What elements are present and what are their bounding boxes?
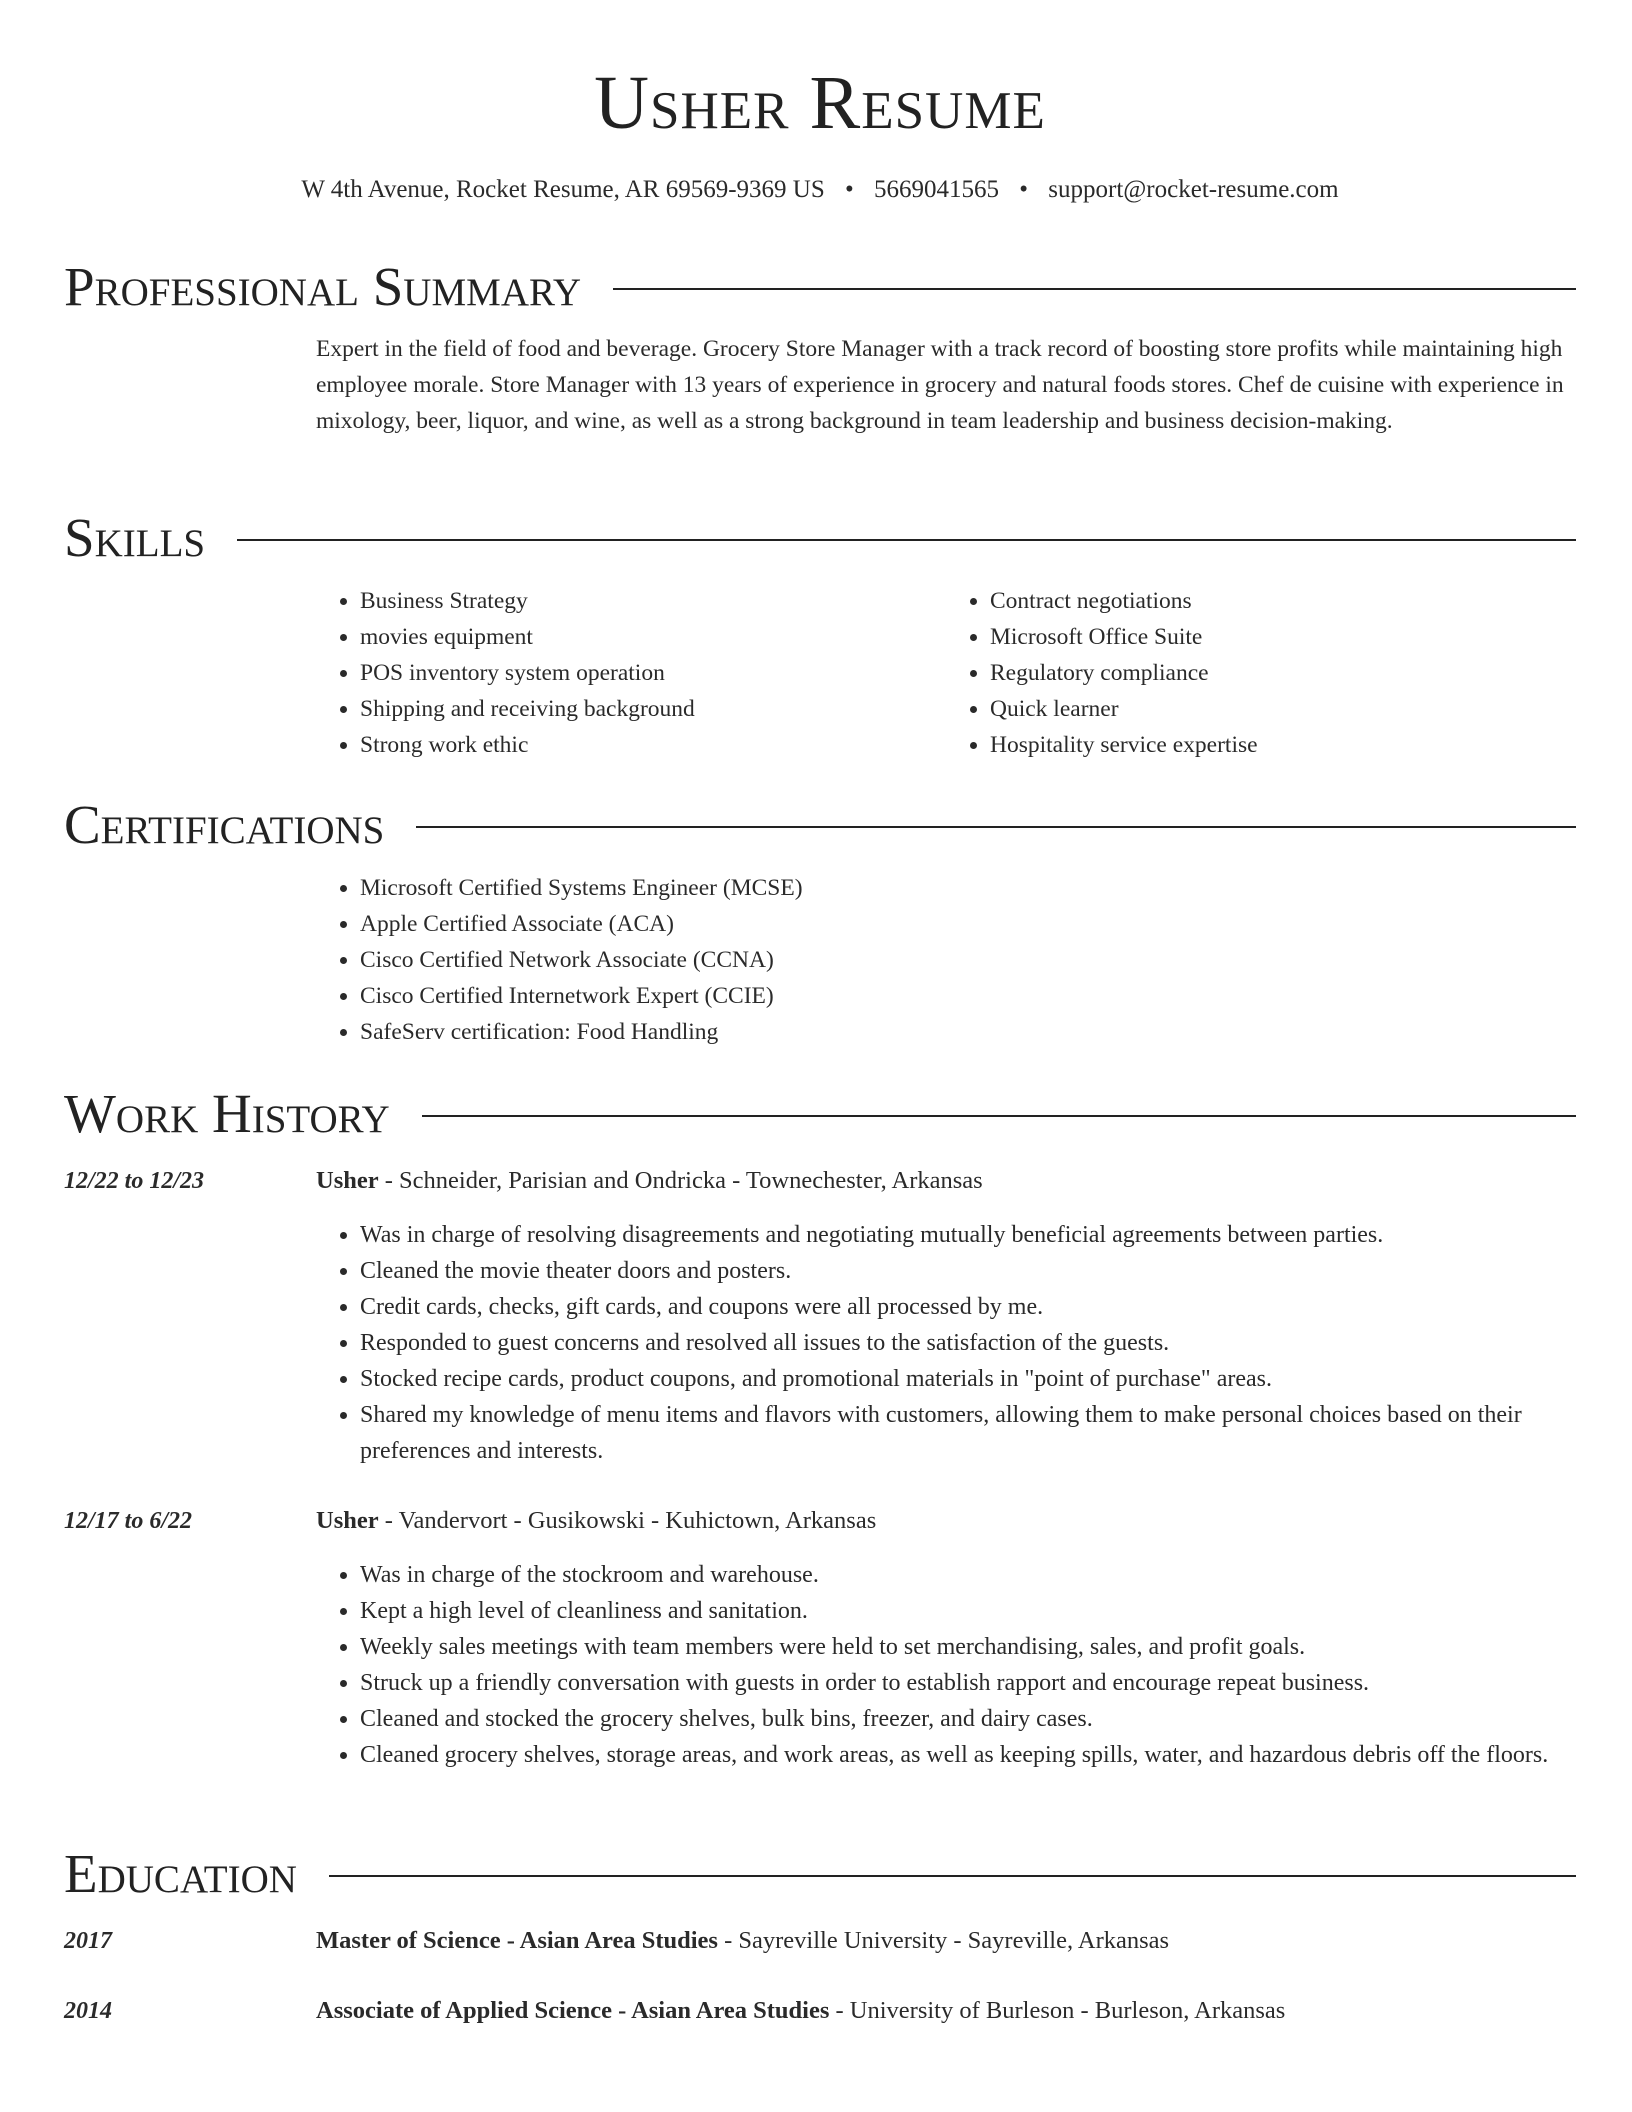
summary-section — [64, 257, 1576, 439]
education-entry — [64, 1923, 1576, 1959]
certifications-section — [64, 795, 1576, 1050]
certifications-list — [316, 870, 1576, 1050]
skill-item: • Regulatory compliance — [990, 655, 1576, 691]
skill-item: • POS inventory system operation — [360, 655, 946, 691]
education-degree: Master of Science - Asian Area Studies — [316, 1927, 718, 1954]
job-bullet: • Was in charge of resolving disagreements and negotiating mutually beneficial agreements between parties. — [360, 1217, 1576, 1253]
job-entry — [64, 1163, 1576, 1469]
contact-address: W 4th Avenue, Rocket Resume, AR 69569-9369 US — [301, 176, 825, 203]
job-dates: 12/22 to 12/23 — [64, 1168, 205, 1194]
job-bullet: • Shared my knowledge of menu items and flavors with customers, allowing them to make personal choices based on their preferences and interests. — [360, 1397, 1576, 1469]
education-header — [316, 1993, 1576, 2029]
section-rule — [613, 288, 1576, 290]
skill-item: • Quick learner — [990, 691, 1576, 727]
skill-item: • Business Strategy — [360, 583, 946, 619]
education-header — [316, 1923, 1576, 1959]
job-bullet: • Cleaned the movie theater doors and posters. — [360, 1253, 1576, 1289]
certification-item: • Apple Certified Associate (ACA) — [360, 906, 1576, 942]
section-rule — [416, 826, 1576, 828]
section-heading — [64, 257, 1576, 317]
skills-list-right — [946, 583, 1576, 763]
education-school: - University of Burleson - Burleson, Arkansas — [829, 1997, 1286, 2024]
summary-text: Expert in the field of food and beverage. Grocery Store Manager with a track record of boosting store profits while maintaining high employee morale. Store Manager with 13 years of experience in grocery and natural foods stores. Chef de cuisine with experience in mixology, beer, liquor, and wine, as well as a strong background in team leadership and business decision-making. — [316, 336, 1564, 434]
section-title: Work History — [64, 1083, 390, 1144]
contact-email: support@rocket-resume.com — [1048, 176, 1339, 203]
education-section — [64, 1844, 1576, 2029]
skill-item: • Microsoft Office Suite — [990, 619, 1576, 655]
job-bullets — [316, 1217, 1576, 1469]
skill-item: • Hospitality service expertise — [990, 727, 1576, 763]
section-heading — [64, 508, 1576, 568]
job-header — [316, 1163, 1576, 1199]
job-bullet: • Credit cards, checks, gift cards, and coupons were all processed by me. — [360, 1289, 1576, 1325]
job-bullet: • Stocked recipe cards, product coupons, and promotional materials in "point of purchase" areas. — [360, 1361, 1576, 1397]
skill-item: • movies equipment — [360, 619, 946, 655]
education-degree: Associate of Applied Science - Asian Area Studies — [316, 1997, 830, 2024]
skills-section — [64, 508, 1576, 763]
job-employer: - Schneider, Parisian and Ondricka - Townechester, Arkansas — [378, 1167, 983, 1194]
job-role: Usher — [316, 1507, 379, 1534]
education-year: 2017 — [64, 1928, 112, 1954]
skills-list-left — [316, 583, 946, 763]
job-body — [316, 1163, 1576, 1469]
contact-separator: • — [845, 176, 854, 203]
skill-item: • Shipping and receiving background — [360, 691, 946, 727]
job-bullet: • Cleaned and stocked the grocery shelves, bulk bins, freezer, and dairy cases. — [360, 1701, 1576, 1737]
certification-item: • Cisco Certified Internetwork Expert (CCIE) — [360, 978, 1576, 1014]
job-bullet: • Struck up a friendly conversation with guests in order to establish rapport and encourage repeat business. — [360, 1665, 1576, 1701]
education-school: - Sayreville University - Sayreville, Arkansas — [717, 1927, 1170, 1954]
job-role: Usher — [316, 1167, 379, 1194]
certification-item: • SafeServ certification: Food Handling — [360, 1014, 1576, 1050]
resume-name: Usher Resume — [594, 61, 1046, 145]
job-bullet: • Cleaned grocery shelves, storage areas, and work areas, as well as keeping spills, water, and hazardous debris off the floors. — [360, 1737, 1576, 1773]
job-header — [316, 1503, 1576, 1539]
section-rule — [422, 1115, 1576, 1117]
section-rule — [329, 1875, 1576, 1877]
education-body — [316, 1993, 1576, 2029]
skill-item: • Strong work ethic — [360, 727, 946, 763]
section-title: Certifications — [64, 794, 385, 855]
job-body — [316, 1503, 1576, 1773]
contact-separator: • — [1019, 176, 1029, 203]
section-rule — [237, 539, 1576, 541]
skills-columns — [316, 583, 1576, 763]
certification-item: • Microsoft Certified Systems Engineer (MCSE) — [360, 870, 1576, 906]
education-body — [316, 1923, 1576, 1959]
job-bullet: • Weekly sales meetings with team members were held to set merchandising, sales, and profit goals. — [360, 1629, 1576, 1665]
certification-item: • Cisco Certified Network Associate (CCNA) — [360, 942, 1576, 978]
job-bullets — [316, 1557, 1576, 1773]
work-history-section — [64, 1084, 1576, 1773]
section-title: Professional Summary — [64, 256, 582, 317]
section-title: Skills — [64, 507, 206, 568]
job-entry — [64, 1503, 1576, 1773]
job-bullet: • Was in charge of the stockroom and warehouse. — [360, 1557, 1576, 1593]
job-dates: 12/17 to 6/22 — [64, 1508, 193, 1534]
education-entry — [64, 1993, 1576, 2029]
job-bullet: • Responded to guest concerns and resolved all issues to the satisfaction of the guests. — [360, 1325, 1576, 1361]
job-employer: - Vandervort - Gusikowski - Kuhictown, Arkansas — [378, 1507, 877, 1534]
contact-phone: 5669041565 — [874, 176, 1000, 203]
section-heading — [64, 1844, 1576, 1904]
section-title: Education — [64, 1843, 297, 1904]
job-bullet: • Kept a high level of cleanliness and sanitation. — [360, 1593, 1576, 1629]
education-year: 2014 — [64, 1998, 112, 2024]
contact-line — [64, 174, 1576, 206]
section-heading — [64, 795, 1576, 855]
skill-item: • Contract negotiations — [990, 583, 1576, 619]
section-heading — [64, 1084, 1576, 1144]
certifications-content — [316, 870, 1576, 1050]
